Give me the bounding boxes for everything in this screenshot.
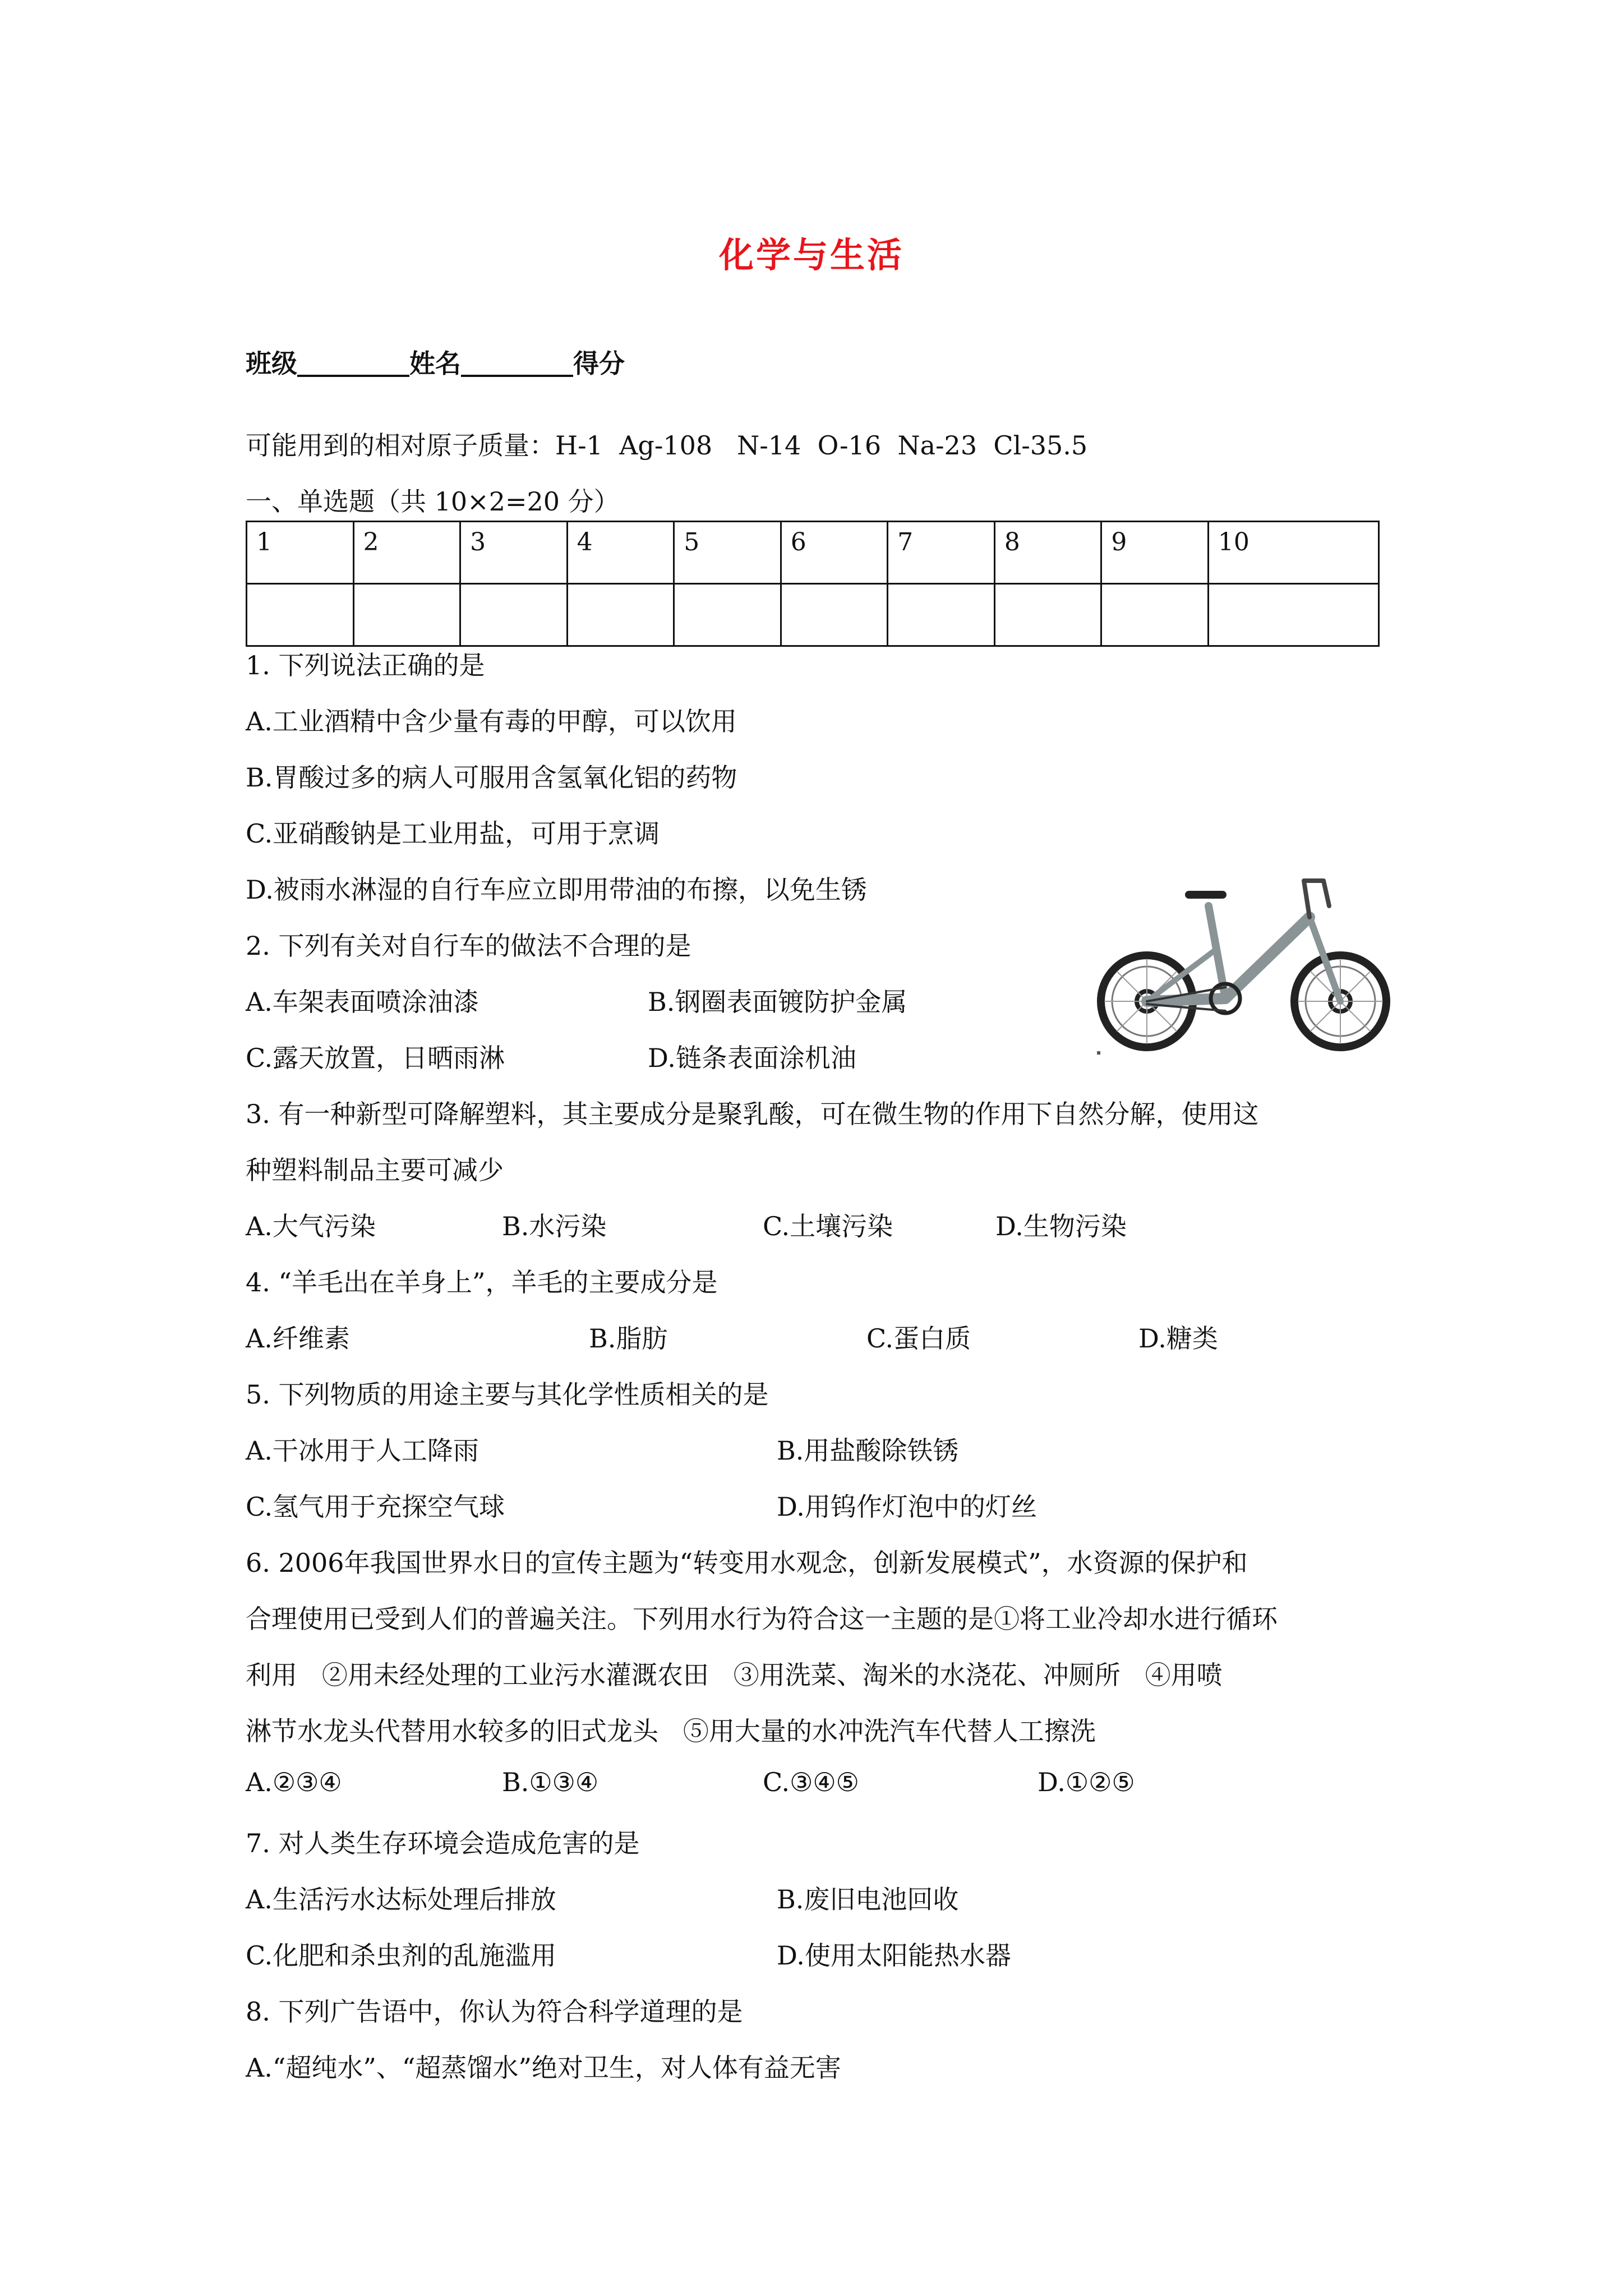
question-5-option-b: B.用盐酸除铁锈 [777,1435,959,1466]
atomic-mass-note: 可能用到的相对原子质量：H-1 Ag-108 N-14 O-16 Na-23 Cl-35.5 [246,430,1088,461]
question-2-option-a: A.车架表面喷涂油漆 [246,987,479,1017]
answer-cell[interactable] [1208,584,1378,646]
name-label: 姓名 [409,348,461,379]
question-6-stem-line1: 6. 2006年我国世界水日的宣传主题为“转变用水观念，创新发展模式”，水资源的保护和 [246,1548,1248,1578]
question-4-option-b: B.脂肪 [589,1323,668,1354]
class-blank[interactable] [297,349,409,377]
answer-cell[interactable] [460,584,568,646]
question-4-option-a: A.纤维素 [246,1323,350,1354]
question-5-stem: 5. 下列物质的用途主要与其化学性质相关的是 [246,1379,769,1410]
answer-cell[interactable] [781,584,888,646]
answer-number: 6 [781,522,888,584]
question-6-stem-line2: 合理使用已受到人们的普遍关注。下列用水行为符合这一主题的是①将工业冷却水进行循环 [246,1604,1278,1634]
question-3-stem-line2: 种塑料制品主要可减少 [246,1155,504,1185]
answer-number: 5 [674,522,781,584]
question-8-option-a: A.“超纯水”、“超蒸馏水”绝对卫生，对人体有益无害 [246,2053,841,2083]
question-3-stem-line1: 3. 有一种新型可降解塑料，其主要成分是聚乳酸，可在微生物的作用下自然分解，使用这 [246,1099,1259,1129]
question-4-option-d: D.糖类 [1138,1323,1218,1354]
answer-number: 2 [353,522,460,584]
question-7-stem: 7. 对人类生存环境会造成危害的是 [246,1828,640,1858]
question-2-option-b: B.钢圈表面镀防护金属 [648,987,907,1017]
question-7-option-a: A.生活污水达标处理后排放 [246,1884,556,1915]
question-7-option-b: B.废旧电池回收 [777,1884,959,1915]
folding-bicycle-image [1094,864,1394,1057]
answer-cell[interactable] [247,584,354,646]
answer-cell[interactable] [888,584,995,646]
answer-table [246,521,1380,647]
answer-number: 3 [460,522,568,584]
question-6-option-a: A.②③④ [246,1767,342,1797]
question-1-option-c: C.亚硝酸钠是工业用盐，可用于烹调 [246,818,660,849]
page-title: 化学与生活 [718,234,904,275]
question-4-option-c: C.蛋白质 [866,1323,971,1354]
question-6-option-b: B.①③④ [502,1767,599,1797]
question-1-option-b: B.胃酸过多的病人可服用含氢氧化铝的药物 [246,762,737,793]
answer-number: 10 [1208,522,1378,584]
question-7-option-d: D.使用太阳能热水器 [777,1940,1011,1971]
answer-number-row [247,522,1379,584]
answer-cell[interactable] [1101,584,1209,646]
question-5-option-d: D.用钨作灯泡中的灯丝 [777,1492,1037,1522]
question-2-stem: 2. 下列有关对自行车的做法不合理的是 [246,931,691,961]
question-1-stem: 1. 下列说法正确的是 [246,650,485,680]
student-info [246,343,625,380]
question-3-option-d: D.生物污染 [995,1211,1127,1241]
question-1-option-a: A.工业酒精中含少量有毒的甲醇，可以饮用 [246,706,737,737]
score-label: 得分 [573,348,625,379]
question-7-option-c: C.化肥和杀虫剂的乱施滥用 [246,1940,557,1971]
question-5-option-c: C.氢气用于充探空气球 [246,1492,505,1522]
question-5-option-a: A.干冰用于人工降雨 [246,1435,479,1466]
answer-cell[interactable] [994,584,1101,646]
question-3-option-c: C.土壤污染 [763,1211,893,1241]
question-6-stem-line3: 利用 ②用未经处理的工业污水灌溉农田 ③用洗菜、淘米的水浇花、冲厕所 ④用喷 [246,1660,1223,1690]
svg-text:▪: ▪ [1096,1048,1101,1056]
question-6-stem-line4: 淋节水龙头代替用水较多的旧式龙头 ⑤用大量的水冲洗汽车代替人工擦洗 [246,1716,1096,1746]
class-label: 班级 [246,348,297,379]
question-6-option-d: D.①②⑤ [1038,1767,1135,1797]
question-3-option-b: B.水污染 [502,1211,607,1241]
answer-number: 9 [1101,522,1209,584]
question-8-stem: 8. 下列广告语中，你认为符合科学道理的是 [246,1996,743,2027]
question-1-option-d: D.被雨水淋湿的自行车应立即用带油的布擦，以免生锈 [246,875,867,905]
answer-cell[interactable] [353,584,460,646]
answer-cell[interactable] [674,584,781,646]
answer-number: 7 [888,522,995,584]
name-blank[interactable] [461,349,573,377]
question-2-option-d: D.链条表面涂机油 [648,1043,856,1073]
answer-number: 4 [567,522,674,584]
section-heading: 一、单选题（共 10×2=20 分） [246,486,620,517]
answer-blank-row [247,584,1379,646]
answer-number: 8 [994,522,1101,584]
question-4-stem: 4. “羊毛出在羊身上”，羊毛的主要成分是 [246,1267,718,1297]
answer-number: 1 [247,522,354,584]
answer-cell[interactable] [567,584,674,646]
question-6-option-c: C.③④⑤ [763,1767,859,1797]
question-2-option-c: C.露天放置，日晒雨淋 [246,1043,505,1073]
question-3-option-a: A.大气污染 [246,1211,376,1241]
